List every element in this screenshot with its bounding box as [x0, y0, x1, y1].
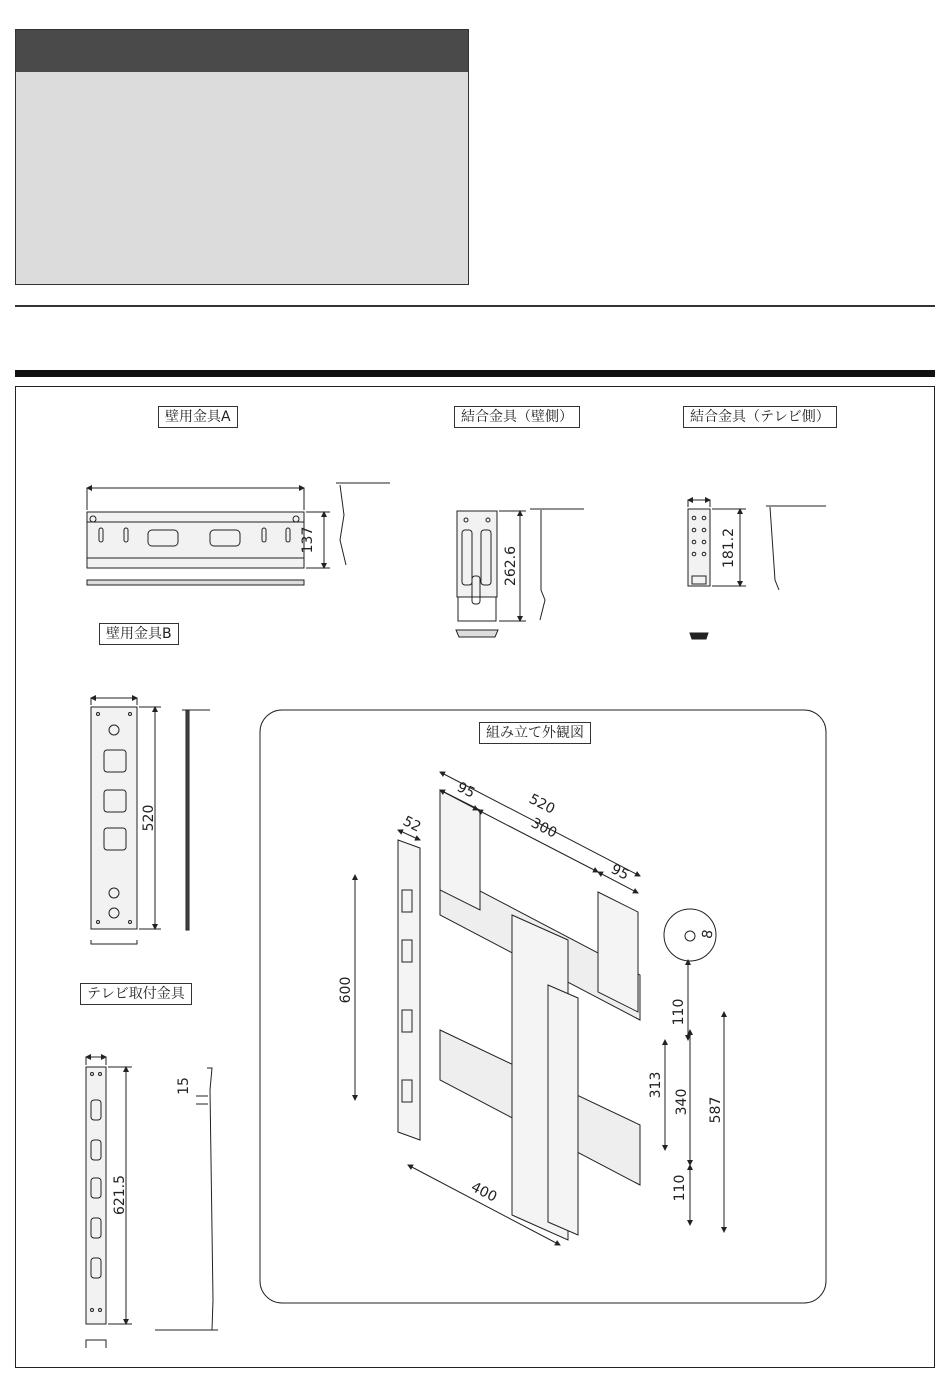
dim-bottom-width: 400 — [468, 1179, 500, 1206]
dim-tv-mount-height: 621.5 — [112, 1174, 128, 1216]
dim-tv-mount-offset: 15 — [176, 1077, 192, 1095]
dim-wall-a-height: 137 — [300, 526, 316, 554]
dim-bracket-width: 52 — [400, 813, 424, 836]
dim-center: 300 — [528, 815, 560, 842]
dim-bottom-gap: 110 — [672, 1174, 688, 1202]
wall-bracket-b-side — [186, 710, 189, 930]
wall-bracket-a-side — [340, 485, 346, 565]
dim-join-tv-height: 181.2 — [721, 527, 737, 569]
join-bracket-wall-side — [540, 510, 545, 620]
join-bracket-tv-top — [690, 633, 708, 639]
dim-total: 587 — [708, 1096, 724, 1124]
join-bracket-wall-top — [456, 630, 498, 637]
join-bracket-tv-front — [688, 509, 710, 586]
dim-height: 600 — [338, 976, 354, 1004]
join-bracket-tv-side — [770, 507, 779, 590]
dim-wall-b-height: 520 — [141, 804, 157, 832]
label-wall-b: 壁用金具B — [99, 623, 179, 645]
wall-bracket-a-front — [87, 512, 304, 568]
dim-side-left: 95 — [454, 779, 478, 802]
dim-mid: 313 — [648, 1071, 664, 1099]
label-wall-a: 壁用金具A — [158, 406, 238, 428]
wall-bracket-a-top-view — [87, 580, 304, 585]
dim-top-gap: 110 — [671, 998, 687, 1026]
label-join-wall: 結合金具（壁側） — [454, 406, 580, 428]
join-bracket-wall-front — [457, 511, 497, 621]
label-join-tv: 結合金具（テレビ側） — [683, 406, 837, 428]
tv-mount-side — [207, 1068, 213, 1330]
tv-mount-top — [86, 1340, 106, 1348]
tv-mount-front — [86, 1067, 106, 1324]
dim-span: 340 — [674, 1088, 690, 1116]
wall-bracket-b-front — [91, 707, 137, 929]
dim-width-total: 520 — [526, 791, 558, 818]
label-assembly: 組み立て外観図 — [479, 722, 591, 744]
assembly-drawing — [398, 790, 716, 1240]
dim-join-wall-height: 262.6 — [503, 545, 519, 587]
dim-side-right: 95 — [608, 861, 632, 884]
dim-hole: 8 — [699, 928, 717, 941]
label-tv-mount: テレビ取付金具 — [80, 983, 192, 1005]
wall-bracket-b-top — [91, 940, 137, 944]
